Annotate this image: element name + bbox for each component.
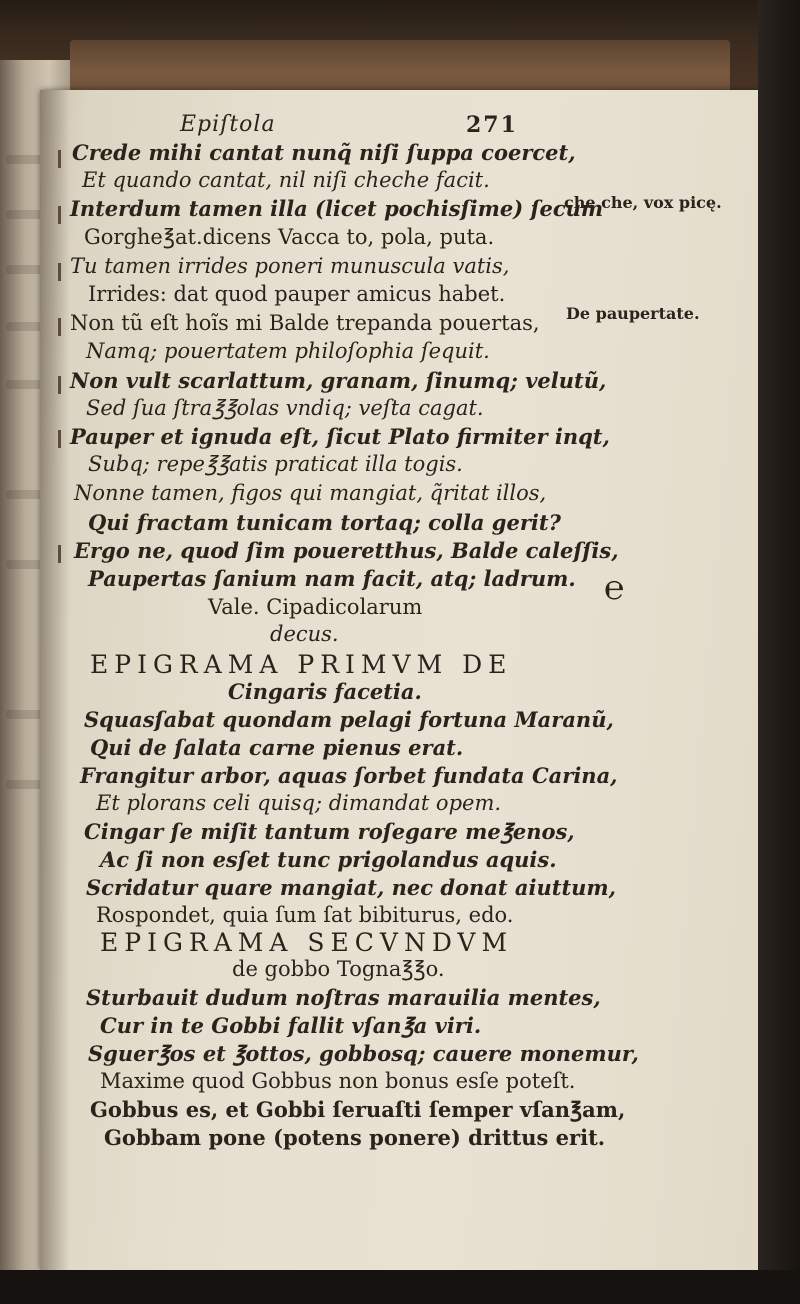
poem-line: Crede mihi cantat nunq̃ niſi ſuppa coercet, xyxy=(72,140,576,165)
page-number: 271 xyxy=(466,112,518,138)
printer-mark: ℮ xyxy=(604,568,625,608)
poem-line: Sed ſua ſtra℥℥olas vndiq; veſta cagat. xyxy=(86,396,484,420)
poem-line: Et quando cantat, nil niſi cheche facit. xyxy=(82,168,490,192)
margin-note: che che, vox picę. xyxy=(564,193,722,212)
epigram-line: Et plorans celi quisq; dimandat opem. xyxy=(96,791,502,815)
poem-line: Qui fractam tunicam tortaq; colla gerit? xyxy=(88,510,561,535)
epigram-2-subtitle: de gobbo Togna℥℥o. xyxy=(232,957,445,981)
epigram-line: Gobbus es, et Gobbi ſeruaſti ſemper vſan℥am, xyxy=(90,1097,626,1122)
poem-line: Irrides: dat quod pauper amicus habet. xyxy=(88,282,506,306)
epigram-line: Sguer℥os et ℥ottos, gobbosq; cauere monemur, xyxy=(88,1041,639,1066)
valediction-end: decus. xyxy=(270,622,339,646)
epigram-line: Rospondet, quia ſum ſat bibiturus, edo. xyxy=(96,903,514,927)
epigram-line: Sturbauit dudum noſtras marauilia mentes, xyxy=(86,985,601,1010)
line-mark xyxy=(58,318,61,336)
poem-line: Tu tamen irrides poneri munuscula vatis, xyxy=(70,254,510,278)
epigram-line: Squasſabat quondam pelagi fortuna Maranũ, xyxy=(84,707,614,732)
poem-line: Interdum tamen illa (licet pochisſime) ſecum xyxy=(70,196,604,221)
line-mark xyxy=(58,150,61,168)
poem-line: Gorghe℥at.dicens Vacca to, pola, puta. xyxy=(84,225,495,249)
poem-line: Subq; repe℥℥atis praticat illa togis. xyxy=(88,452,463,476)
line-mark xyxy=(58,376,61,394)
epigram-1-heading: EPIGRAMA PRIMVM DE xyxy=(90,650,513,679)
epigram-2-heading: EPIGRAMA SECVNDVM xyxy=(100,928,514,957)
epigram-1-subtitle: Cingaris facetia. xyxy=(228,679,422,704)
poem-line: Non vult scarlattum, granam, ſinumq; velutũ, xyxy=(70,368,607,393)
poem-line: Pauper et ignuda eſt, ſicut Plato firmiter inqt, xyxy=(70,424,610,449)
line-mark xyxy=(58,430,61,448)
line-mark xyxy=(58,206,61,224)
epigram-line: Ac ſi non esſet tunc prigolandus aquis. xyxy=(100,847,557,872)
epigram-line: Frangitur arbor, aquas ſorbet fundata Carina, xyxy=(80,763,618,788)
epigram-line: Gobbam pone (potens ponere) drittus erit. xyxy=(104,1125,606,1150)
poem-line: Namq; pouertatem philoſophia ſequit. xyxy=(86,339,490,363)
epigram-line: Qui de ſalata carne pienus erat. xyxy=(90,735,464,760)
line-mark xyxy=(58,545,61,563)
running-title: Epiſtola xyxy=(180,112,276,137)
epigram-line: Cur in te Gobbi fallit vſan℥a viri. xyxy=(100,1013,482,1038)
epigram-line: Cingar ſe miſit tantum roſegare me℥enos, xyxy=(84,819,575,844)
poem-line: Non tũ eſt hoĩs mi Balde trepanda pouertas, xyxy=(70,311,540,335)
epigram-line: Maxime quod Gobbus non bonus esſe poteſt. xyxy=(100,1069,576,1093)
poem-line: Nonne tamen, figos qui mangiat, q̃ritat illos, xyxy=(74,481,547,505)
poem-line: Ergo ne, quod ſim poueretthus, Balde caleſſis, xyxy=(74,538,619,563)
valediction: Vale. Cipadicolarum xyxy=(208,595,423,619)
poem-line: Paupertas ſanium nam facit, atq; ladrum. xyxy=(88,566,576,591)
line-mark xyxy=(58,263,61,281)
margin-note: De paupertate. xyxy=(566,304,700,323)
epigram-line: Scridatur quare mangiat, nec donat aiuttum, xyxy=(86,875,616,900)
